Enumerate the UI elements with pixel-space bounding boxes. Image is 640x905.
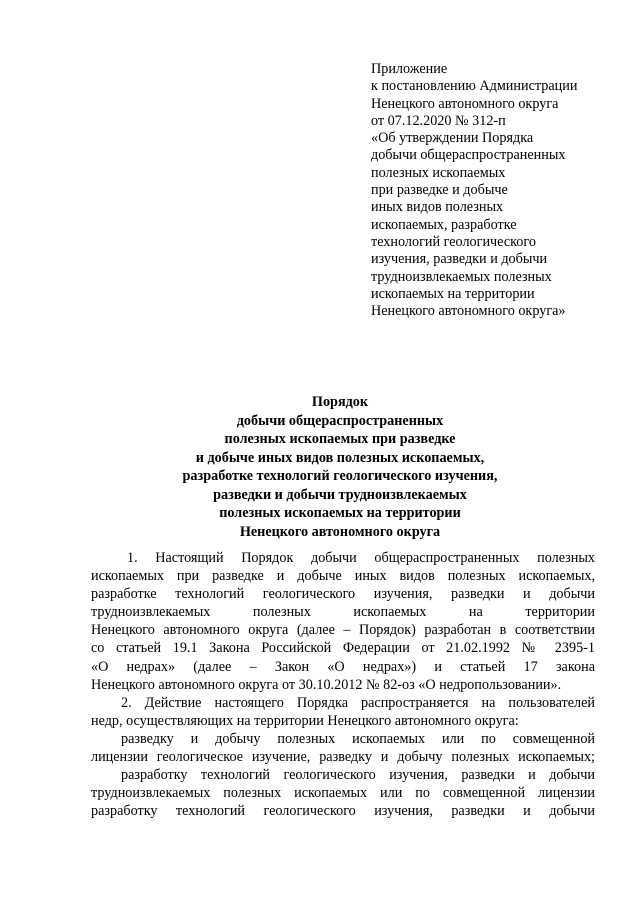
- title-line: Порядок: [311, 394, 369, 410]
- body-line: ископаемых при разведке и добыче иных видов полезных ископаемых,: [91, 568, 595, 585]
- annex-line: трудноизвлекаемых полезных: [371, 268, 552, 285]
- annex-line: технологий геологического: [371, 233, 536, 250]
- annex-line: от 07.12.2020 № 312-п: [371, 112, 506, 129]
- title-line: добычи общераспространенных: [236, 412, 444, 429]
- body-line: «О недрах» (далее – Закон «О недрах») и статьей 17 закона: [91, 658, 595, 675]
- annex-line: Ненецкого автономного округа»: [371, 303, 566, 320]
- title-line: полезных ископаемых при разведке: [224, 431, 456, 447]
- title-line: и добыче иных видов полезных ископаемых,: [195, 449, 485, 466]
- body-line: Ненецкого автономного округа (далее – Порядок) разработан в соответствии: [91, 622, 595, 639]
- annex-line: «Об утверждении Порядка: [371, 130, 534, 147]
- annex-line: Приложение: [371, 61, 448, 77]
- body-line: 2. Действие настоящего Порядка распространяется на пользователей: [121, 694, 595, 711]
- body-line: 1. Настоящий Порядок добычи общераспространенных полезных: [127, 550, 595, 566]
- title-line: Ненецкого автономного округа: [239, 523, 441, 540]
- annex-line: к постановлению Администрации: [371, 78, 578, 95]
- annex-line: Ненецкого автономного округа: [371, 95, 559, 112]
- annex-line: ископаемых, разработке: [371, 216, 517, 233]
- document-body: [91, 549, 595, 820]
- annex-line: ископаемых на территории: [371, 285, 535, 302]
- body-line: разработку технологий геологического изучения, разведки и добычи: [121, 767, 595, 784]
- title-line: разработке технологий геологического изучения,: [182, 468, 498, 484]
- body-line: разведку и добычу полезных ископаемых или по совмещенной: [121, 730, 595, 747]
- body-line: разработку технологий геологического изучения, разведки и добычи: [91, 803, 595, 820]
- body-line: трудноизвлекаемых полезных ископаемых или по совмещенной лицензии: [91, 785, 595, 802]
- annex-line: иных видов полезных: [371, 199, 504, 216]
- title-line: полезных ископаемых на территории: [219, 505, 461, 521]
- body-line: лицензии геологическое изучение, разведку и добычу полезных ископаемых;: [91, 749, 595, 766]
- document-title: [60, 393, 620, 541]
- body-line: недр, осуществляющих на территории Ненецкого автономного округа:: [91, 712, 519, 729]
- title-line: разведки и добычи трудноизвлекаемых: [213, 486, 467, 503]
- annex-line: изучения, разведки и добычи: [371, 251, 548, 268]
- annex-line: полезных ископаемых: [371, 164, 506, 181]
- body-line: со статьей 19.1 Закона Российской Федерации от 21.02.1992 № 2395-1: [91, 640, 595, 657]
- annex-line: добычи общераспространенных: [371, 147, 566, 164]
- body-line: Ненецкого автономного округа от 30.10.2012 № 82-оз «О недропользовании».: [91, 676, 562, 693]
- body-line: разработке технологий геологического изучения, разведки и добычи: [91, 586, 595, 603]
- annex-line: при разведке и добыче: [371, 182, 508, 199]
- annex-block: [371, 61, 621, 320]
- body-line: трудноизвлекаемых полезных ископаемых на территории: [91, 604, 595, 621]
